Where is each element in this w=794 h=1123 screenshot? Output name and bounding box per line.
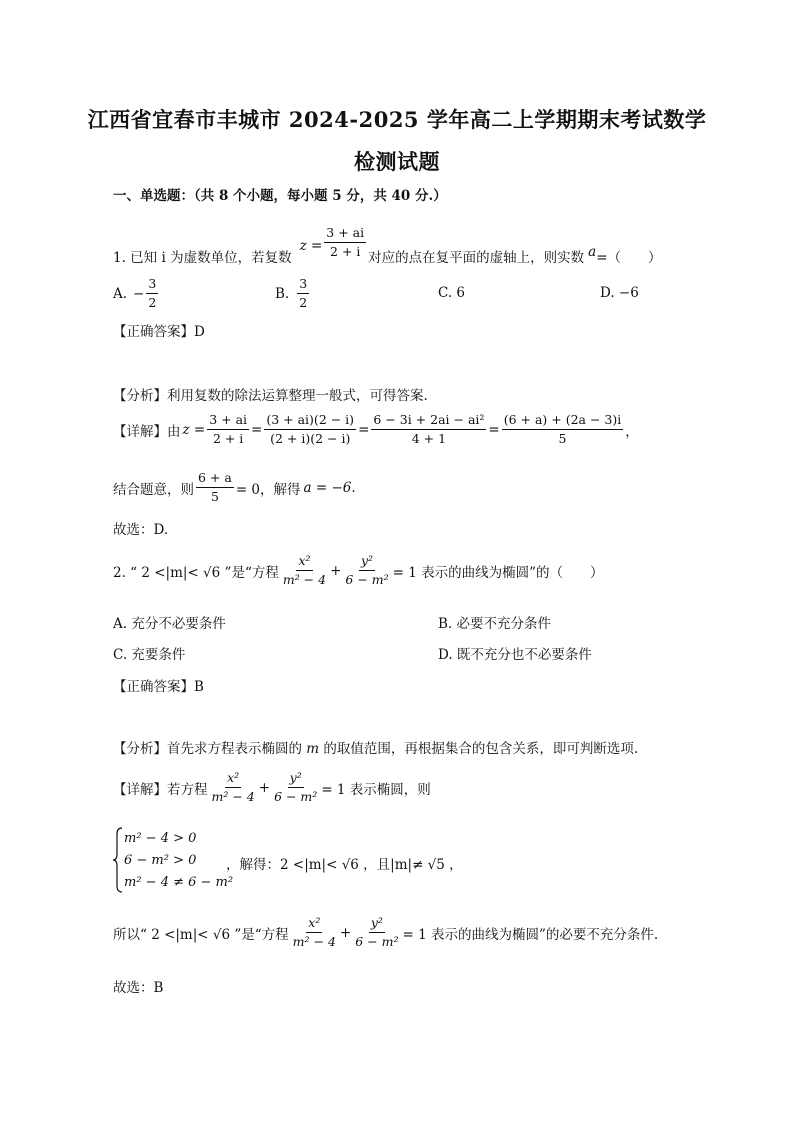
q2-detail-frac-y — [272, 770, 319, 805]
q1-detail-frac4-den: 5 — [558, 431, 567, 446]
q1-option-b-den: 2 — [299, 295, 308, 310]
q2-analysis-post: 的取值范围，再根据集合的包含关系，即可判断选项. — [323, 741, 639, 757]
q1-detail-eq1: = — [251, 421, 263, 438]
q2-detail-post: = 1 表示椭圆，则 — [321, 781, 431, 798]
q1-detail-frac3 — [371, 412, 486, 447]
q1-detail-frac3-den: 4 + 1 — [411, 431, 447, 446]
q1-option-a-sign: − — [133, 285, 145, 302]
q1-detail — [113, 412, 639, 447]
q1-fraction-num: 3 + ai — [324, 225, 366, 243]
q1-combine-frac-den: 5 — [210, 489, 219, 504]
q1-var-a: a — [588, 244, 597, 260]
q2-so-frac-y-den: 6 − m² — [355, 934, 399, 949]
q1-detail-frac1-num: 3 + ai — [207, 412, 249, 430]
q1-detail-frac2-num: (3 + ai)(2 − i) — [264, 412, 356, 430]
document-title-line2: 检测试题 — [354, 149, 440, 174]
q1-option-a-den: 2 — [148, 295, 157, 310]
q2-option-b: B. 必要不充分条件 — [438, 616, 552, 632]
q2-detail-plus: + — [258, 779, 271, 796]
q2-frac-x-num: x² — [296, 553, 312, 571]
q1-detail-frac4 — [502, 412, 624, 447]
q1-detail-frac1-den: 2 + i — [212, 431, 244, 446]
q2-so-pre: 所以“ 2 <|m|< √6 ”是“方程 — [113, 926, 289, 943]
q1-combine-pre: 结合题意，则 — [113, 481, 194, 498]
q2-analysis-pre: 【分析】首先求方程表示椭圆的 — [113, 741, 302, 757]
q2-conclusion: 故选：B — [113, 980, 164, 996]
q2-so-frac-y-num: y² — [369, 915, 385, 933]
q2-analysis — [113, 737, 638, 757]
q1-detail-comma: ， — [625, 423, 639, 440]
q2-plus: + — [330, 562, 342, 579]
q1-conclusion: 故选：D. — [113, 522, 169, 538]
q1-option-c: C. 6 — [438, 285, 466, 301]
q1-suffix: 对应的点在复平面的虚轴上，则实数 — [368, 250, 585, 266]
q2-detail-frac-y-den: 6 − m² — [274, 789, 318, 804]
q1-detail-z: z = — [182, 421, 206, 438]
q2-detail — [113, 770, 431, 805]
q1-fraction — [324, 225, 366, 260]
q1-detail-frac2-den: (2 + i)(2 − i) — [270, 431, 351, 446]
q2-system-line1: m² − 4 > 0 — [124, 831, 197, 846]
left-brace-icon — [112, 826, 124, 894]
document-title-line1: 江西省宜春市丰城市 2024-2025 学年高二上学期期末考试数学 — [87, 107, 707, 132]
q1-option-b-label: B. — [275, 285, 290, 302]
question-1-stem — [113, 218, 662, 266]
q1-combine-mid: = 0，解得 — [235, 481, 301, 498]
q1-answer: 【正确答案】D — [113, 324, 205, 340]
q2-detail-pre: 【详解】若方程 — [113, 781, 208, 798]
q2-so-frac-y — [353, 915, 400, 950]
q2-detail-frac-x-num: x² — [225, 770, 241, 788]
q1-tail: =（ ） — [596, 250, 662, 266]
q1-prefix: 1. 已知 i 为虚数单位，若复数 — [113, 250, 292, 266]
q2-so — [113, 915, 658, 950]
q2-so-plus: + — [339, 924, 352, 941]
q2-system-line2: 6 − m² > 0 — [124, 853, 197, 868]
q2-option-a: A. 充分不必要条件 — [113, 616, 226, 632]
q2-option-c: C. 充要条件 — [113, 647, 186, 663]
q2-frac-x-den: m² − 4 — [282, 572, 327, 587]
q1-combine-result: a = −6 — [303, 479, 352, 496]
q1-option-a-label: A. — [113, 285, 128, 302]
q2-system-brace — [112, 826, 124, 898]
q2-detail-frac-y-num: y² — [288, 770, 304, 788]
q2-solve: ，解得：2 <|m|< √6 ，且|m|≠ √5 ， — [226, 857, 463, 873]
q2-system — [124, 828, 233, 894]
q1-combine-dot: . — [351, 479, 356, 496]
q1-combine — [113, 470, 356, 505]
q2-prefix: 2. “ 2 <|m|< √6 ”是“方程 — [113, 564, 279, 581]
q1-option-a — [113, 276, 160, 311]
q2-frac-y — [343, 553, 390, 588]
q2-so-frac-x-den: m² − 4 — [292, 934, 336, 949]
q1-analysis: 【分析】利用复数的除法运算整理一般式，可得答案. — [113, 388, 428, 404]
q1-option-d: D. −6 — [600, 285, 639, 301]
q2-frac-x — [281, 553, 328, 588]
q2-so-post: = 1 表示的曲线为椭圆”的必要不充分条件. — [402, 926, 659, 943]
q2-suffix: = 1 表示的曲线为椭圆”的（ ） — [392, 564, 604, 581]
q1-option-b-fraction — [297, 276, 309, 311]
q1-detail-label: 【详解】由 — [113, 423, 181, 440]
q1-option-b — [275, 276, 311, 311]
q1-fraction-den: 2 + i — [330, 243, 361, 259]
q1-option-a-num: 3 — [146, 276, 158, 294]
section-heading-single-choice: 一、单选题：（共 8 个小题，每小题 5 分，共 40 分.） — [113, 188, 447, 204]
q2-detail-frac-x-den: m² − 4 — [211, 789, 255, 804]
q1-detail-frac1 — [207, 412, 249, 447]
q1-detail-frac3-num: 6 − 3i + 2ai − ai² — [371, 412, 486, 430]
q2-analysis-var: m — [306, 741, 320, 757]
q1-z-eq: z = — [299, 238, 323, 254]
q1-option-b-num: 3 — [297, 276, 309, 294]
q2-answer: 【正确答案】B — [113, 679, 204, 695]
q1-detail-frac4-num: (6 + a) + (2a − 3)i — [502, 412, 624, 430]
q2-option-d: D. 既不充分也不必要条件 — [438, 647, 592, 663]
q1-combine-frac — [196, 470, 234, 505]
q2-detail-frac-x — [210, 770, 257, 805]
q2-so-frac-x-num: x² — [306, 915, 322, 933]
q1-detail-eq3: = — [488, 421, 500, 438]
q1-option-a-fraction — [146, 276, 158, 311]
q1-detail-frac2 — [264, 412, 356, 447]
q2-frac-y-num: y² — [359, 553, 375, 571]
q1-combine-frac-num: 6 + a — [196, 470, 234, 488]
q2-frac-y-den: 6 − m² — [345, 572, 389, 587]
q2-so-frac-x — [291, 915, 338, 950]
question-2-stem — [113, 553, 604, 588]
q1-detail-eq2: = — [358, 421, 370, 438]
q2-system-line3: m² − 4 ≠ 6 − m² — [124, 875, 234, 890]
